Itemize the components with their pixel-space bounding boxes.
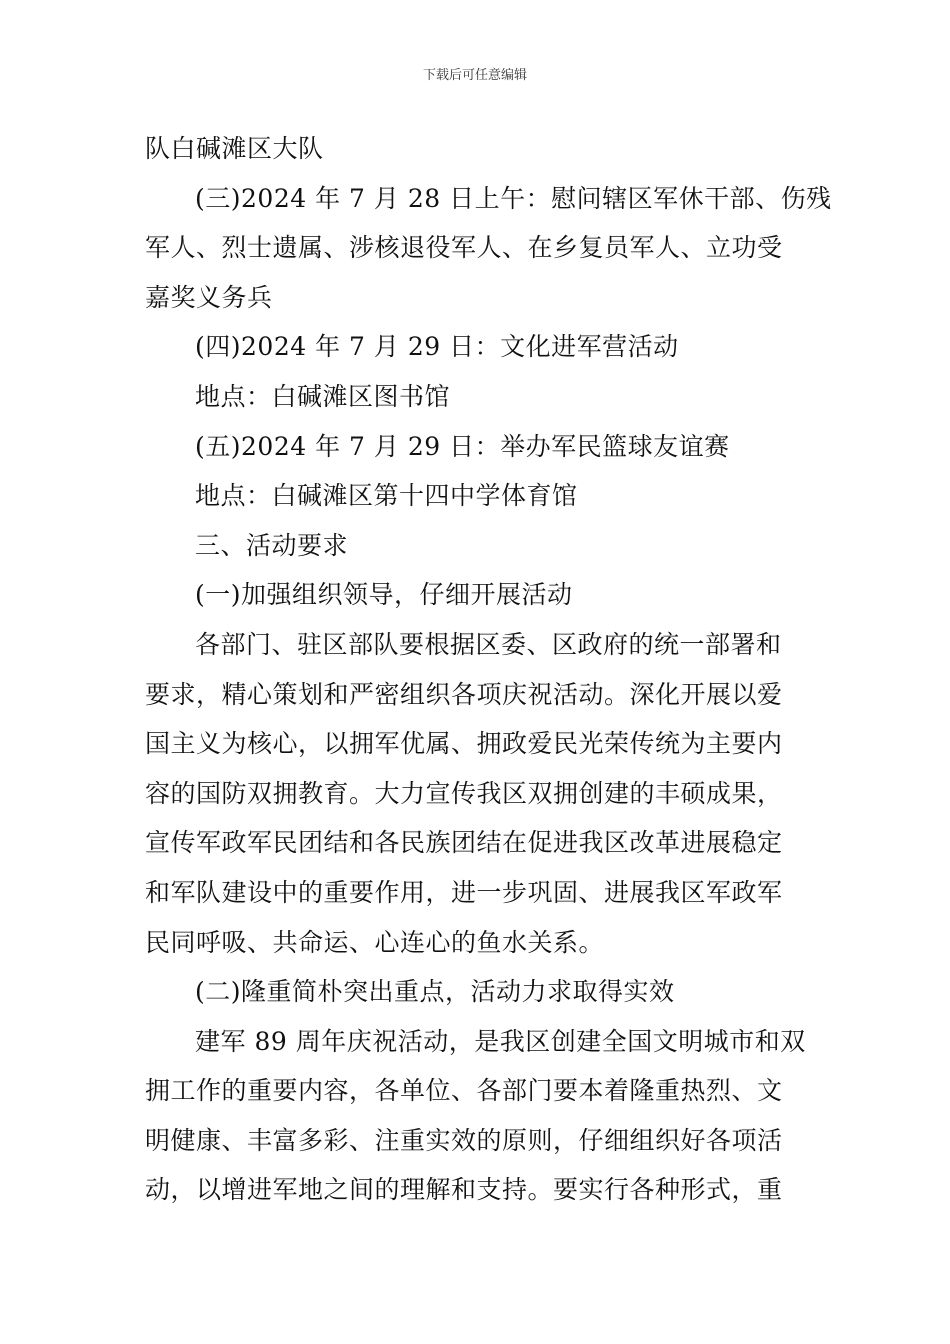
text-line: 要求，精心策划和严密组织各项庆祝活动。深化开展以爱 — [145, 679, 783, 709]
text-line: 动，以增进军地之间的理解和支持。要实行各种形式，重 — [145, 1175, 783, 1205]
document-body — [145, 124, 832, 1215]
text-line: 拥工作的重要内容，各单位、各部门要本着隆重热烈、文 — [145, 1076, 783, 1106]
text-line: 容的国防双拥教育。大力宣传我区双拥创建的丰硕成果， — [145, 778, 783, 808]
page-header: 下载后可任意编辑 — [422, 68, 527, 83]
text-line: 明健康、丰富多彩、注重实效的原则，仔细组织好各项活 — [145, 1125, 783, 1155]
text-line: 宣传军政军民团结和各民族团结在促进我区改革进展稳定 — [145, 828, 783, 858]
text-line: (五)2024 年 7 月 29 日：举办军民篮球友谊赛 — [195, 431, 730, 461]
text-line: 和军队建设中的重要作用，进一步巩固、进展我区军政军 — [145, 877, 783, 907]
text-line: 建军 89 周年庆祝活动，是我区创建全国文明城市和双 — [195, 1026, 806, 1056]
text-line: 地点：白碱滩区第十四中学体育馆 — [195, 481, 578, 511]
text-line: 民同呼吸、共命运、心连心的鱼水关系。 — [145, 927, 605, 957]
text-line: (三)2024 年 7 月 28 日上午：慰问辖区军休干部、伤残 — [195, 183, 832, 213]
section-heading: 三、活动要求 — [195, 530, 349, 560]
text-line: 国主义为核心，以拥军优属、拥政爱民光荣传统为主要内 — [145, 729, 783, 759]
subsection-heading: (二)隆重简朴突出重点，活动力求取得实效 — [195, 977, 675, 1007]
text-line: 各部门、驻区部队要根据区委、区政府的统一部署和 — [195, 629, 782, 659]
text-line: 嘉奖义务兵 — [145, 282, 273, 312]
text-line: 队白碱滩区大队 — [145, 134, 324, 163]
text-line: (四)2024 年 7 月 29 日：文化进军营活动 — [195, 332, 679, 362]
text-line: 地点：白碱滩区图书馆 — [195, 381, 451, 411]
subsection-heading: (一)加强组织领导，仔细开展活动 — [195, 580, 573, 610]
text-line: 军人、烈士遗属、涉核退役军人、在乡复员军人、立功受 — [145, 233, 783, 263]
